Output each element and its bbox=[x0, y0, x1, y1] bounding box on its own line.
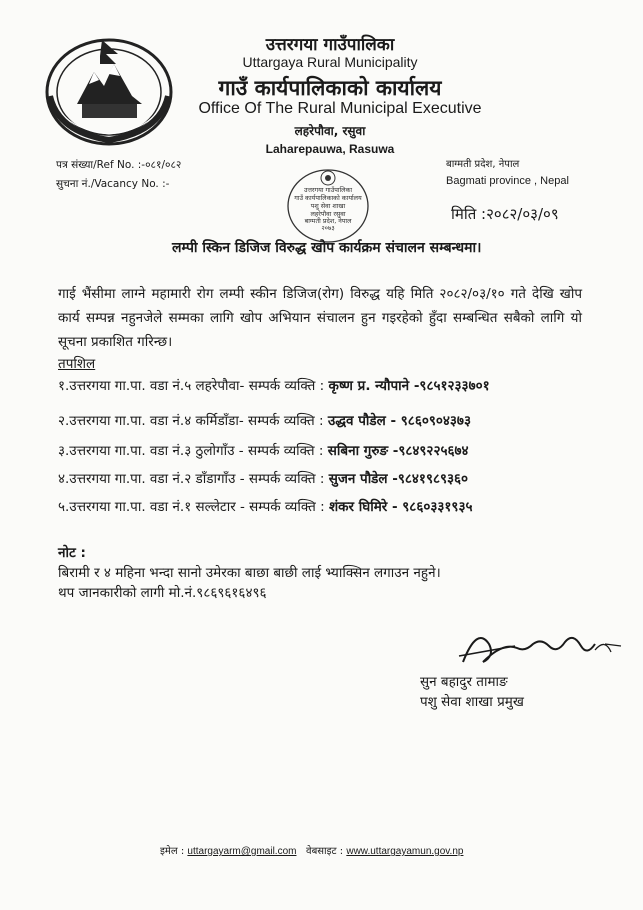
reference-number: पत्र संख्या/Ref No. :-०८१/०८२ bbox=[56, 159, 182, 171]
stamp-text-line: गाउँ कार्यपालिकाको कार्यालय bbox=[294, 194, 362, 202]
contact-ward: २.उत्तरगया गा.पा. वडा नं.४ कर्मिडाँडा- सम्पर्क व्यक्ति : bbox=[58, 413, 324, 429]
website-link[interactable]: www.uttargayamun.gov.np bbox=[346, 846, 464, 857]
vacancy-number: सुचना नं./Vacancy No. :- bbox=[56, 178, 170, 190]
stamp-text-line: पशु सेवा शाखा bbox=[310, 202, 346, 210]
note-heading: नोट : bbox=[58, 545, 86, 561]
office-stamp bbox=[283, 162, 373, 246]
email-link[interactable]: uttargayarm@gmail.com bbox=[187, 846, 297, 857]
issue-date: मिति :२०८२/०३/०९ bbox=[451, 205, 559, 223]
contact-row bbox=[58, 411, 471, 429]
nepal-emblem-icon bbox=[42, 34, 177, 149]
province-np: बाग्मती प्रदेश, नेपाल bbox=[446, 159, 520, 170]
note-line: थप जानकारीको लागी मो.नं.९८६९६१६४९६ bbox=[58, 585, 267, 601]
contact-person: शंकर घिमिरे - ९८६०३३१९३५ bbox=[328, 499, 473, 515]
office-name-en: Office Of The Rural Municipal Executive bbox=[198, 100, 482, 117]
details-heading: तपशिल bbox=[58, 356, 96, 372]
contact-row bbox=[58, 469, 468, 487]
email-label: इमेल : bbox=[160, 846, 185, 857]
signature-image bbox=[455, 616, 625, 674]
notice-subject: लम्पी स्किन डिजिज विरुद्ध खोप कार्यक्रम संचालन सम्बन्धमा। bbox=[172, 240, 482, 256]
province-en: Bagmati province , Nepal bbox=[446, 175, 569, 187]
stamp-text-line: उत्तरगया गाउँपालिका bbox=[303, 186, 353, 194]
contact-ward: १.उत्तरगया गा.पा. वडा नं.५ लहरेपौवा- सम्पर्क व्यक्ति : bbox=[58, 378, 325, 394]
municipality-name-np: उत्तरगया गाउँपालिका bbox=[265, 35, 395, 55]
stamp-text-line: लहरेपौवा रसुवा bbox=[310, 210, 346, 218]
notice-paragraph: गाई भैंसीमा लाग्ने महामारी रोग लम्पी स्कीन डिजिज(रोग) विरुद्ध यहि मिति २०८२/०३/१० गते देखि खोप कार्य सम्पन्न नहुनजेले सम्मका लागि खोप अभियान संचालन हुन गइरहेको हुँदा सम्बन्धित सबैको लागि यो सूचना प्रकाशित गरिन्छ। bbox=[58, 286, 582, 350]
address-np: लहरेपौवा, रसुवा bbox=[294, 124, 366, 138]
address-en: Laharepauwa, Rasuwa bbox=[265, 142, 395, 156]
contact-footer bbox=[160, 843, 463, 857]
contact-row bbox=[58, 376, 490, 394]
signatory-name: सुन बहादुर तामाङ bbox=[420, 674, 508, 690]
note-line: बिरामी र ४ महिना भन्दा सानो उमेरका बाछा बाछी लाई भ्याक्सिन लगाउन नहुने। bbox=[58, 565, 441, 581]
municipality-name-en: Uttargaya Rural Municipality bbox=[242, 54, 418, 70]
contact-person: सबिना गुरुङ -९८४९२२५६७४ bbox=[327, 443, 469, 459]
contact-row bbox=[58, 497, 473, 515]
contact-row bbox=[58, 441, 469, 459]
stamp-text-line: बाग्मती प्रदेश, नेपाल bbox=[304, 217, 352, 225]
signatory-title: पशु सेवा शाखा प्रमुख bbox=[420, 694, 524, 710]
contact-ward: ३.उत्तरगया गा.पा. वडा नं.३ ठुलोगाँउ - सम्पर्क व्यक्ति : bbox=[58, 443, 324, 459]
contact-person: उद्धव पौडेल - ९८६०९०४३७३ bbox=[327, 413, 471, 429]
contact-person: सुजन पौडेल -९८४१९८९३६० bbox=[328, 471, 469, 487]
website-label: वेबसाइट : bbox=[306, 846, 344, 857]
office-name-np: गाउँ कार्यपालिकाको कार्यालय bbox=[218, 76, 442, 100]
contact-ward: ५.उत्तरगया गा.पा. वडा नं.१ सल्लेटार - सम्पर्क व्यक्ति : bbox=[58, 499, 325, 515]
contact-ward: ४.उत्तरगया गा.पा. वडा नं.२ डाँडागाँउ - सम्पर्क व्यक्ति : bbox=[58, 471, 325, 487]
stamp-text-line: २०७३ bbox=[321, 224, 335, 232]
contact-person: कृष्ण प्र. न्यौपाने -९८५१२३३७०१ bbox=[328, 378, 490, 394]
